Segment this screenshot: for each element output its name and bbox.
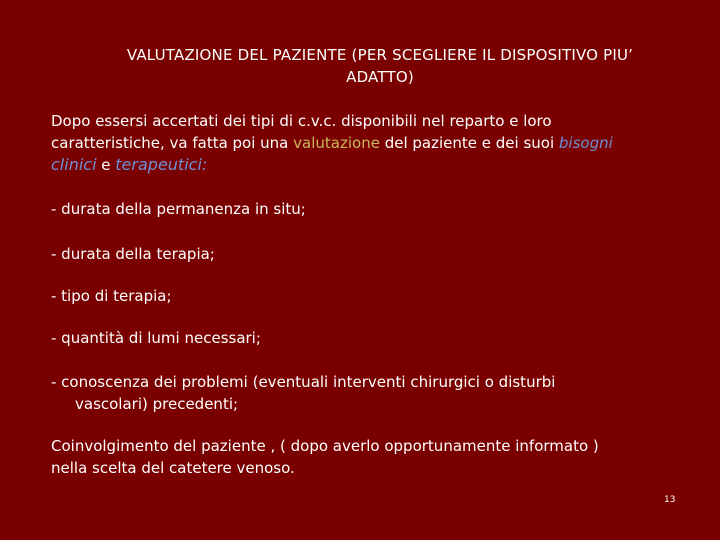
intro-line-2 xyxy=(51,132,691,154)
bullet-prior-problems xyxy=(51,371,651,415)
bullet-prior-problems-line-2: vascolari) precedenti; xyxy=(75,395,239,413)
bisogni-highlight: bisogni xyxy=(558,134,613,152)
slide-title xyxy=(40,44,720,88)
intro-line-2-text: caratteristiche, va fatta poi una xyxy=(51,134,294,152)
bullet-prior-problems-line-1: - conoscenza dei problemi (eventuali interventi chirurgici o disturbi xyxy=(51,373,556,391)
bullet-permanence-duration: - durata della permanenza in situ; xyxy=(51,200,306,218)
closing-paragraph xyxy=(51,435,671,479)
slide-title-line-1: VALUTAZIONE DEL PAZIENTE (PER SCEGLIERE IL DISPOSITIVO PIU’ xyxy=(126,46,634,64)
page-number: 13 xyxy=(664,495,676,505)
valutazione-highlight: valutazione xyxy=(293,134,380,152)
bullet-lumen-count: - quantità di lumi necessari; xyxy=(51,329,261,347)
intro-line-3 xyxy=(51,154,691,176)
closing-line-2: nella scelta del catetere venoso. xyxy=(51,459,295,477)
terapeutici-highlight: terapeutici: xyxy=(115,155,208,174)
slide-title-line-2: ADATTO) xyxy=(346,68,414,86)
intro-paragraph xyxy=(51,110,691,176)
intro-line-1: Dopo essersi accertati dei tipi di c.v.c. disponibili nel reparto e loro xyxy=(51,112,552,130)
bullet-therapy-type: - tipo di terapia; xyxy=(51,287,172,305)
closing-line-1: Coinvolgimento del paziente , ( dopo averlo opportunamente informato ) xyxy=(51,437,599,455)
connector-e: e xyxy=(96,156,116,174)
clinici-highlight: clinici xyxy=(51,155,97,174)
intro-line-2-text-continued: del paziente e dei suoi xyxy=(379,134,559,152)
bullet-therapy-duration: - durata della terapia; xyxy=(51,245,215,263)
